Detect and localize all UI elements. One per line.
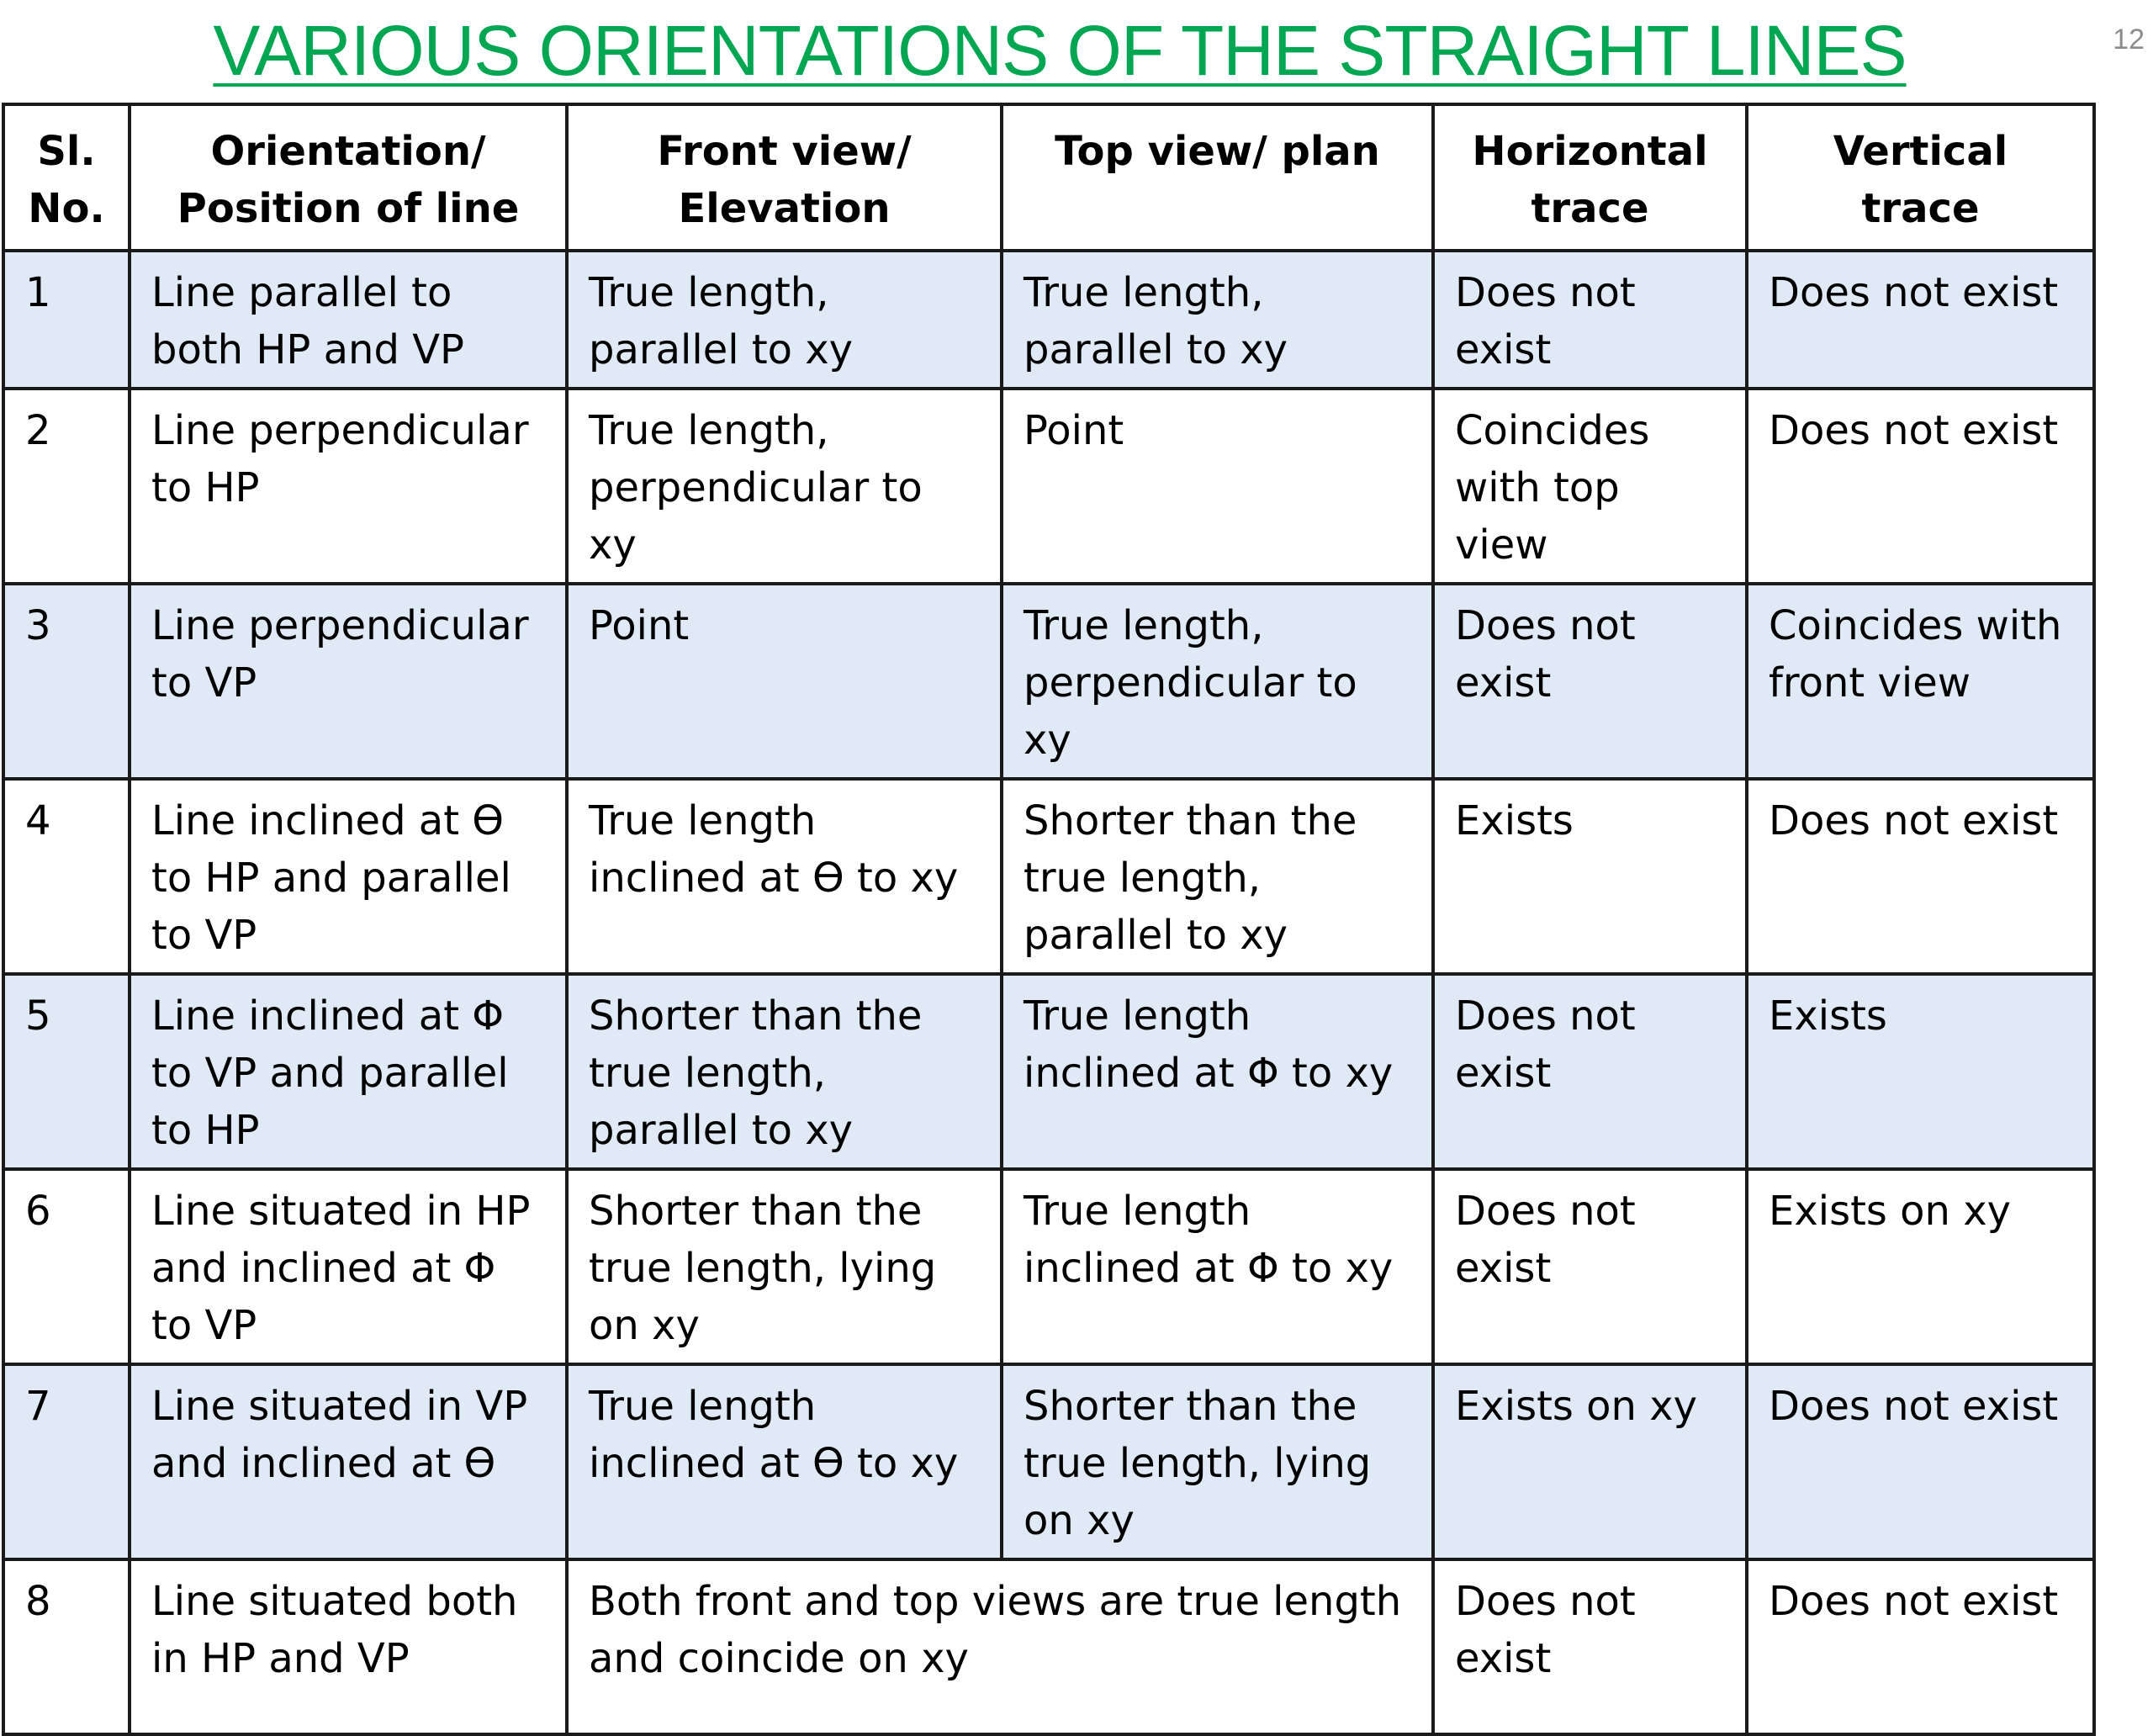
cell-horizontal-trace: Does not exist (1433, 1169, 1747, 1364)
cell-horizontal-trace: Exists (1433, 779, 1747, 974)
cell-front-and-top-view: Both front and top views are true length and coincide on xy (567, 1559, 1433, 1734)
cell-vertical-trace: Does not exist (1747, 1559, 2094, 1734)
cell-vertical-trace: Does not exist (1747, 389, 2094, 584)
cell-horizontal-trace: Exists on xy (1433, 1364, 1747, 1559)
cell-horizontal-trace: Does not exist (1433, 584, 1747, 779)
table-row (3, 779, 2094, 974)
cell-horizontal-trace: Coincides with top view (1433, 389, 1747, 584)
cell-front-view: Shorter than the true length, parallel to xy (567, 974, 1002, 1169)
cell-front-view: True length inclined at Ө to xy (567, 779, 1002, 974)
header-orientation: Orientation/ Position of line (130, 104, 567, 251)
cell-front-view: Shorter than the true length, lying on xy (567, 1169, 1002, 1364)
cell-vertical-trace: Does not exist (1747, 1364, 2094, 1559)
cell-orientation: Line inclined at Ө to HP and parallel to VP (130, 779, 567, 974)
table-row (3, 1364, 2094, 1559)
cell-front-view: Point (567, 584, 1002, 779)
cell-horizontal-trace: Does not exist (1433, 251, 1747, 389)
header-sl-no: Sl. No. (3, 104, 130, 251)
cell-top-view: True length, parallel to xy (1002, 251, 1433, 389)
orientations-table (2, 103, 2096, 1736)
cell-orientation: Line inclined at Φ to VP and parallel to HP (130, 974, 567, 1169)
cell-horizontal-trace: Does not exist (1433, 974, 1747, 1169)
slide-number: 12 (2113, 24, 2145, 56)
cell-top-view: Shorter than the true length, lying on xy (1002, 1364, 1433, 1559)
cell-sl-no: 8 (3, 1559, 130, 1734)
slide-title-text: VARIOUS ORIENTATIONS OF THE STRAIGHT LINES (213, 11, 1907, 90)
cell-orientation: Line perpendicular to HP (130, 389, 567, 584)
cell-orientation: Line situated in VP and inclined at Ө (130, 1364, 567, 1559)
cell-top-view: Point (1002, 389, 1433, 584)
cell-vertical-trace: Exists on xy (1747, 1169, 2094, 1364)
cell-sl-no: 6 (3, 1169, 130, 1364)
cell-orientation: Line situated in HP and inclined at Φ to VP (130, 1169, 567, 1364)
cell-front-view: True length, perpendicular to xy (567, 389, 1002, 584)
table-row (3, 389, 2094, 584)
cell-sl-no: 5 (3, 974, 130, 1169)
table-row (3, 584, 2094, 779)
cell-top-view: True length, perpendicular to xy (1002, 584, 1433, 779)
cell-front-view: True length inclined at Ө to xy (567, 1364, 1002, 1559)
cell-horizontal-trace: Does not exist (1433, 1559, 1747, 1734)
cell-orientation: Line parallel to both HP and VP (130, 251, 567, 389)
table-row (3, 251, 2094, 389)
cell-vertical-trace: Does not exist (1747, 779, 2094, 974)
cell-front-view: True length, parallel to xy (567, 251, 1002, 389)
table-header-row (3, 104, 2094, 251)
slide-title (0, 8, 2119, 93)
header-top-view: Top view/ plan (1002, 104, 1433, 251)
cell-top-view: Shorter than the true length, parallel to xy (1002, 779, 1433, 974)
table-row (3, 1559, 2094, 1734)
cell-sl-no: 3 (3, 584, 130, 779)
cell-top-view: True length inclined at Φ to xy (1002, 974, 1433, 1169)
cell-sl-no: 4 (3, 779, 130, 974)
table-row (3, 974, 2094, 1169)
cell-vertical-trace: Exists (1747, 974, 2094, 1169)
cell-sl-no: 1 (3, 251, 130, 389)
header-horizontal-trace: Horizontal trace (1433, 104, 1747, 251)
cell-vertical-trace: Does not exist (1747, 251, 2094, 389)
cell-orientation: Line situated both in HP and VP (130, 1559, 567, 1734)
cell-top-view: True length inclined at Φ to xy (1002, 1169, 1433, 1364)
cell-sl-no: 7 (3, 1364, 130, 1559)
cell-vertical-trace: Coincides with front view (1747, 584, 2094, 779)
header-front-view: Front view/ Elevation (567, 104, 1002, 251)
cell-orientation: Line perpendicular to VP (130, 584, 567, 779)
table-row (3, 1169, 2094, 1364)
header-vertical-trace: Vertical trace (1747, 104, 2094, 251)
cell-sl-no: 2 (3, 389, 130, 584)
